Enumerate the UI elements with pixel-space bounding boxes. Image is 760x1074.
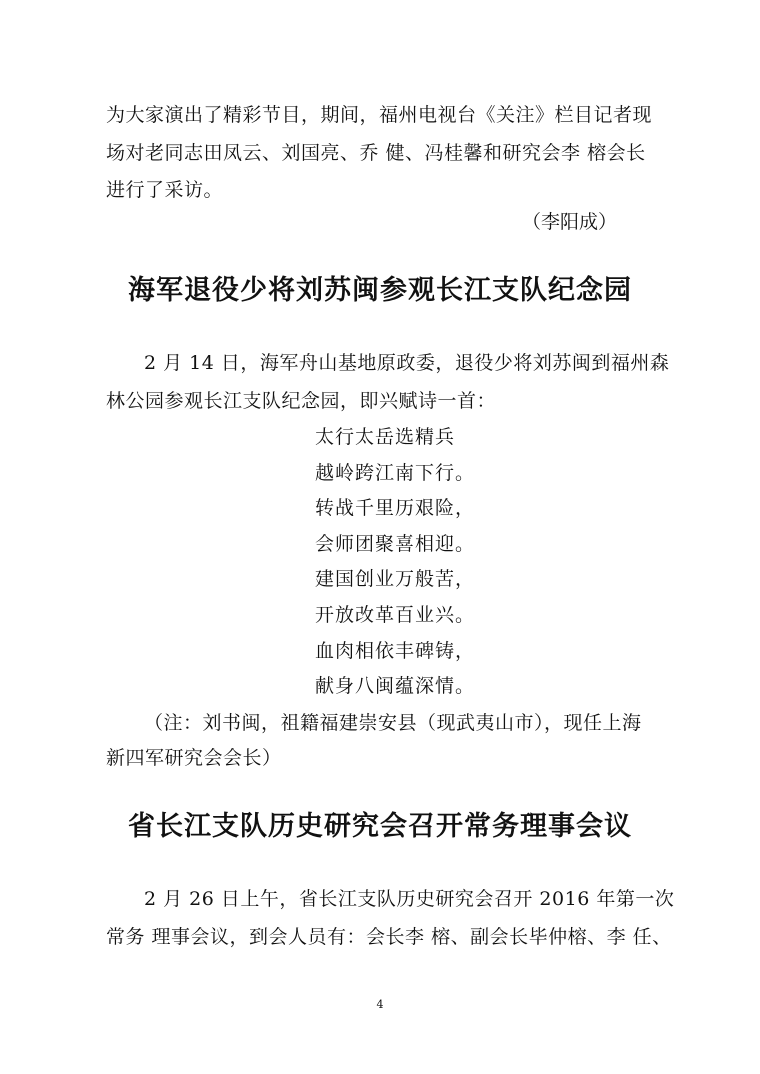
article2-note-line-1: （注：刘书闽，祖籍福建崇安县（现武夷山市），现任上海	[144, 712, 642, 734]
poem-line-6: 开放改革百业兴。	[315, 604, 476, 626]
poem-line-2: 越岭跨江南下行。	[315, 462, 476, 484]
article1-line-3: 进行了采访。	[106, 179, 224, 201]
article2-title: 海军退役少将刘苏闽参观长江支队纪念园	[128, 275, 632, 306]
poem-line-3: 转战千里历艰险，	[315, 497, 476, 519]
poem-line-4: 会师团聚喜相迎。	[315, 533, 476, 555]
article1-line-1: 为大家演出了精彩节目，期间，福州电视台《关注》栏目记者现	[106, 104, 653, 126]
poem-line-7: 血肉相依丰碑铸，	[315, 640, 476, 662]
article3-line-2: 常务 理事会议，到会人员有：会长李 榕、副会长毕仲榕、李 任、	[106, 926, 672, 948]
article2-line-2: 林公园参观长江支队纪念园，即兴赋诗一首：	[106, 390, 497, 412]
page-number: 4	[376, 998, 384, 1011]
article3-title: 省长江支队历史研究会召开常务理事会议	[128, 811, 632, 842]
article2-note-line-2: 新四军研究会会长）	[106, 747, 282, 769]
article2-line-1: 2 月 14 日，海军舟山基地原政委，退役少将刘苏闽到福州森	[144, 352, 670, 374]
poem-line-8: 献身八闽蕴深情。	[315, 675, 476, 697]
poem-line-1: 太行太岳选精兵	[315, 426, 456, 448]
article3-line-1: 2 月 26 日上午，省长江支队历史研究会召开 2016 年第一次	[144, 888, 675, 910]
poem-line-5: 建国创业万般苦，	[315, 568, 476, 590]
article1-signature: （李阳成）	[522, 211, 618, 233]
article1-line-2: 场对老同志田凤云、刘国亮、乔 健、冯桂馨和研究会李 榕会长	[106, 142, 646, 164]
